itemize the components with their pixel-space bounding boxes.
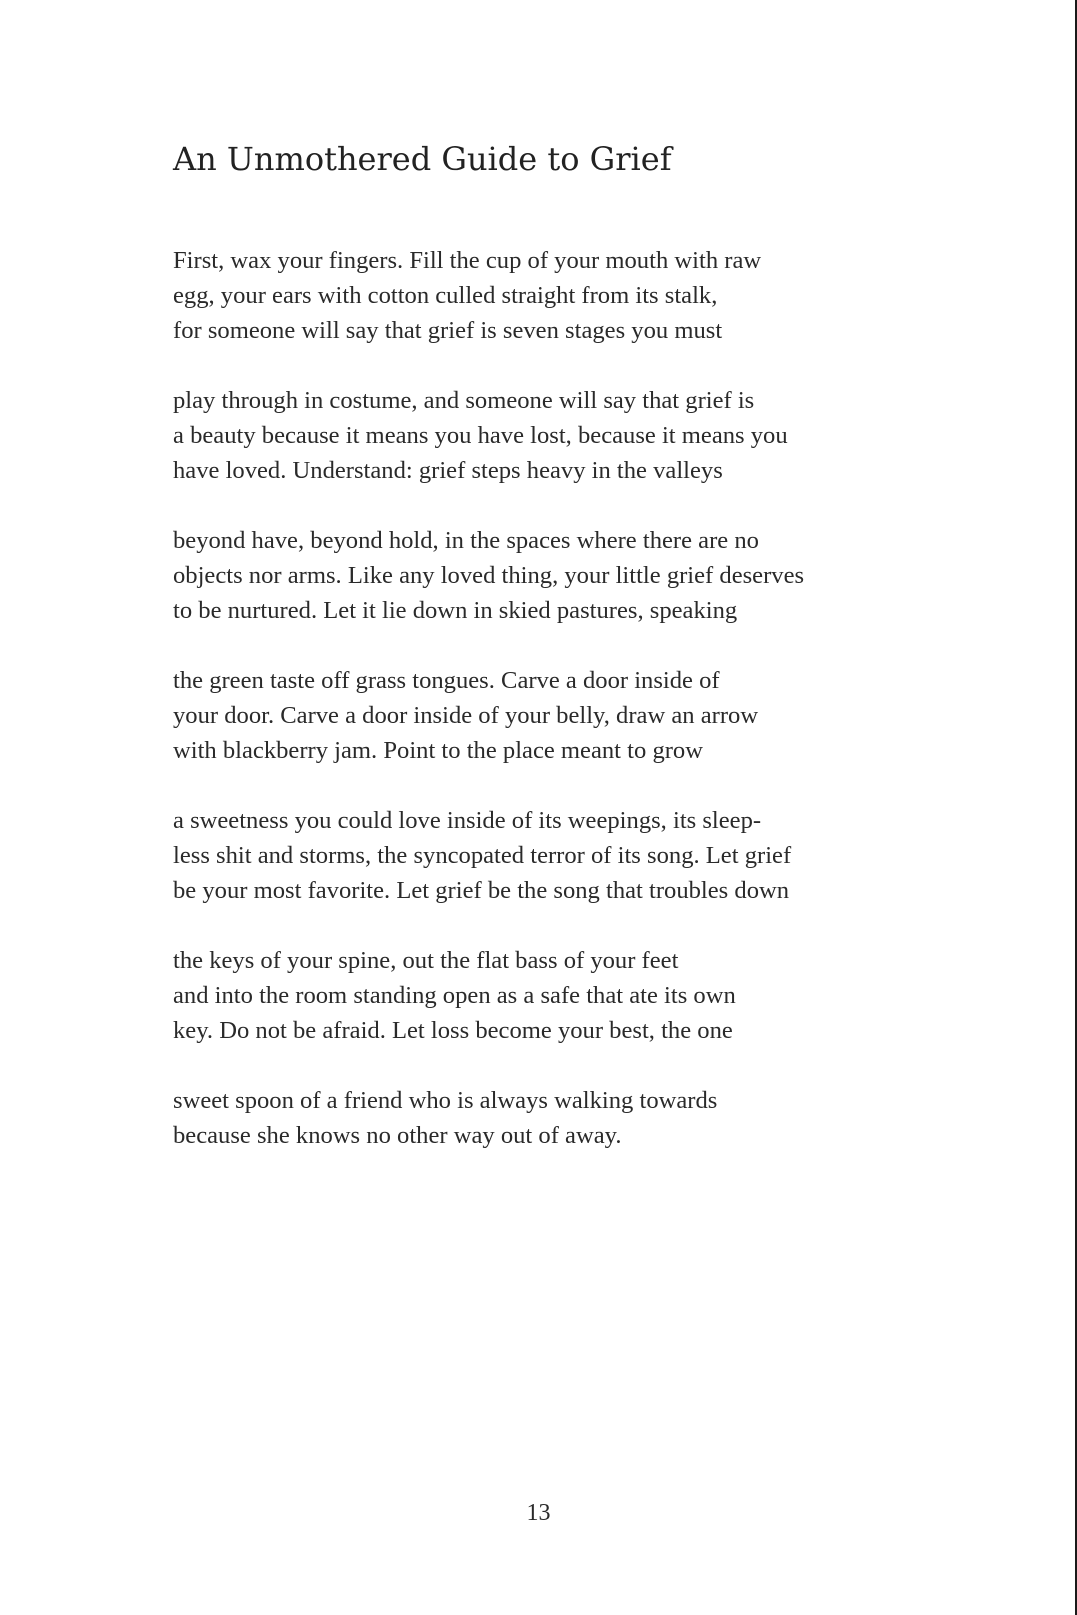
stanza-4	[173, 663, 993, 768]
stanza-2	[173, 383, 993, 488]
poem-line: a sweetness you could love inside of its weepings, its sleep-	[173, 807, 762, 834]
page-number: 13	[526, 1500, 551, 1526]
poem-line: have loved. Understand: grief steps heavy in the valleys	[173, 457, 723, 484]
poem-line: play through in costume, and someone will say that grief is	[173, 387, 755, 414]
poem-line: less shit and storms, the syncopated terror of its song. Let grief	[173, 842, 792, 869]
poem-line: egg, your ears with cotton culled straight from its stalk,	[173, 282, 718, 309]
poem-line: to be nurtured. Let it lie down in skied pastures, speaking	[173, 597, 738, 624]
stanza-6	[173, 943, 993, 1048]
poem-line: and into the room standing open as a safe that ate its own	[173, 982, 736, 1009]
poem-line: beyond have, beyond hold, in the spaces where there are no	[173, 527, 759, 554]
poem-line: the keys of your spine, out the flat bass of your feet	[173, 947, 679, 974]
stanza-3	[173, 523, 993, 628]
poem-body	[173, 243, 993, 1223]
poem-line: sweet spoon of a friend who is always walking towards	[173, 1087, 718, 1114]
stanza-7	[173, 1083, 993, 1188]
poem-line: objects nor arms. Like any loved thing, your little grief deserves	[173, 562, 805, 589]
stanza-1	[173, 243, 993, 348]
stanza-5	[173, 803, 993, 908]
poem-line: key. Do not be afraid. Let loss become your best, the one	[173, 1017, 733, 1044]
poem-line: for someone will say that grief is seven stages you must	[173, 317, 723, 344]
poem-line: the green taste off grass tongues. Carve a door inside of	[173, 667, 720, 694]
poem-title: An Unmothered Guide to Grief	[173, 140, 672, 178]
poem-line: your door. Carve a door inside of your belly, draw an arrow	[173, 702, 759, 729]
poem-line: a beauty because it means you have lost, because it means you	[173, 422, 788, 449]
poem-line: with blackberry jam. Point to the place meant to grow	[173, 737, 703, 764]
poem-line: be your most favorite. Let grief be the song that troubles down	[173, 877, 790, 904]
poem-line: First, wax your fingers. Fill the cup of your mouth with raw	[173, 247, 762, 274]
poem-line: because she knows no other way out of away.	[173, 1122, 622, 1149]
